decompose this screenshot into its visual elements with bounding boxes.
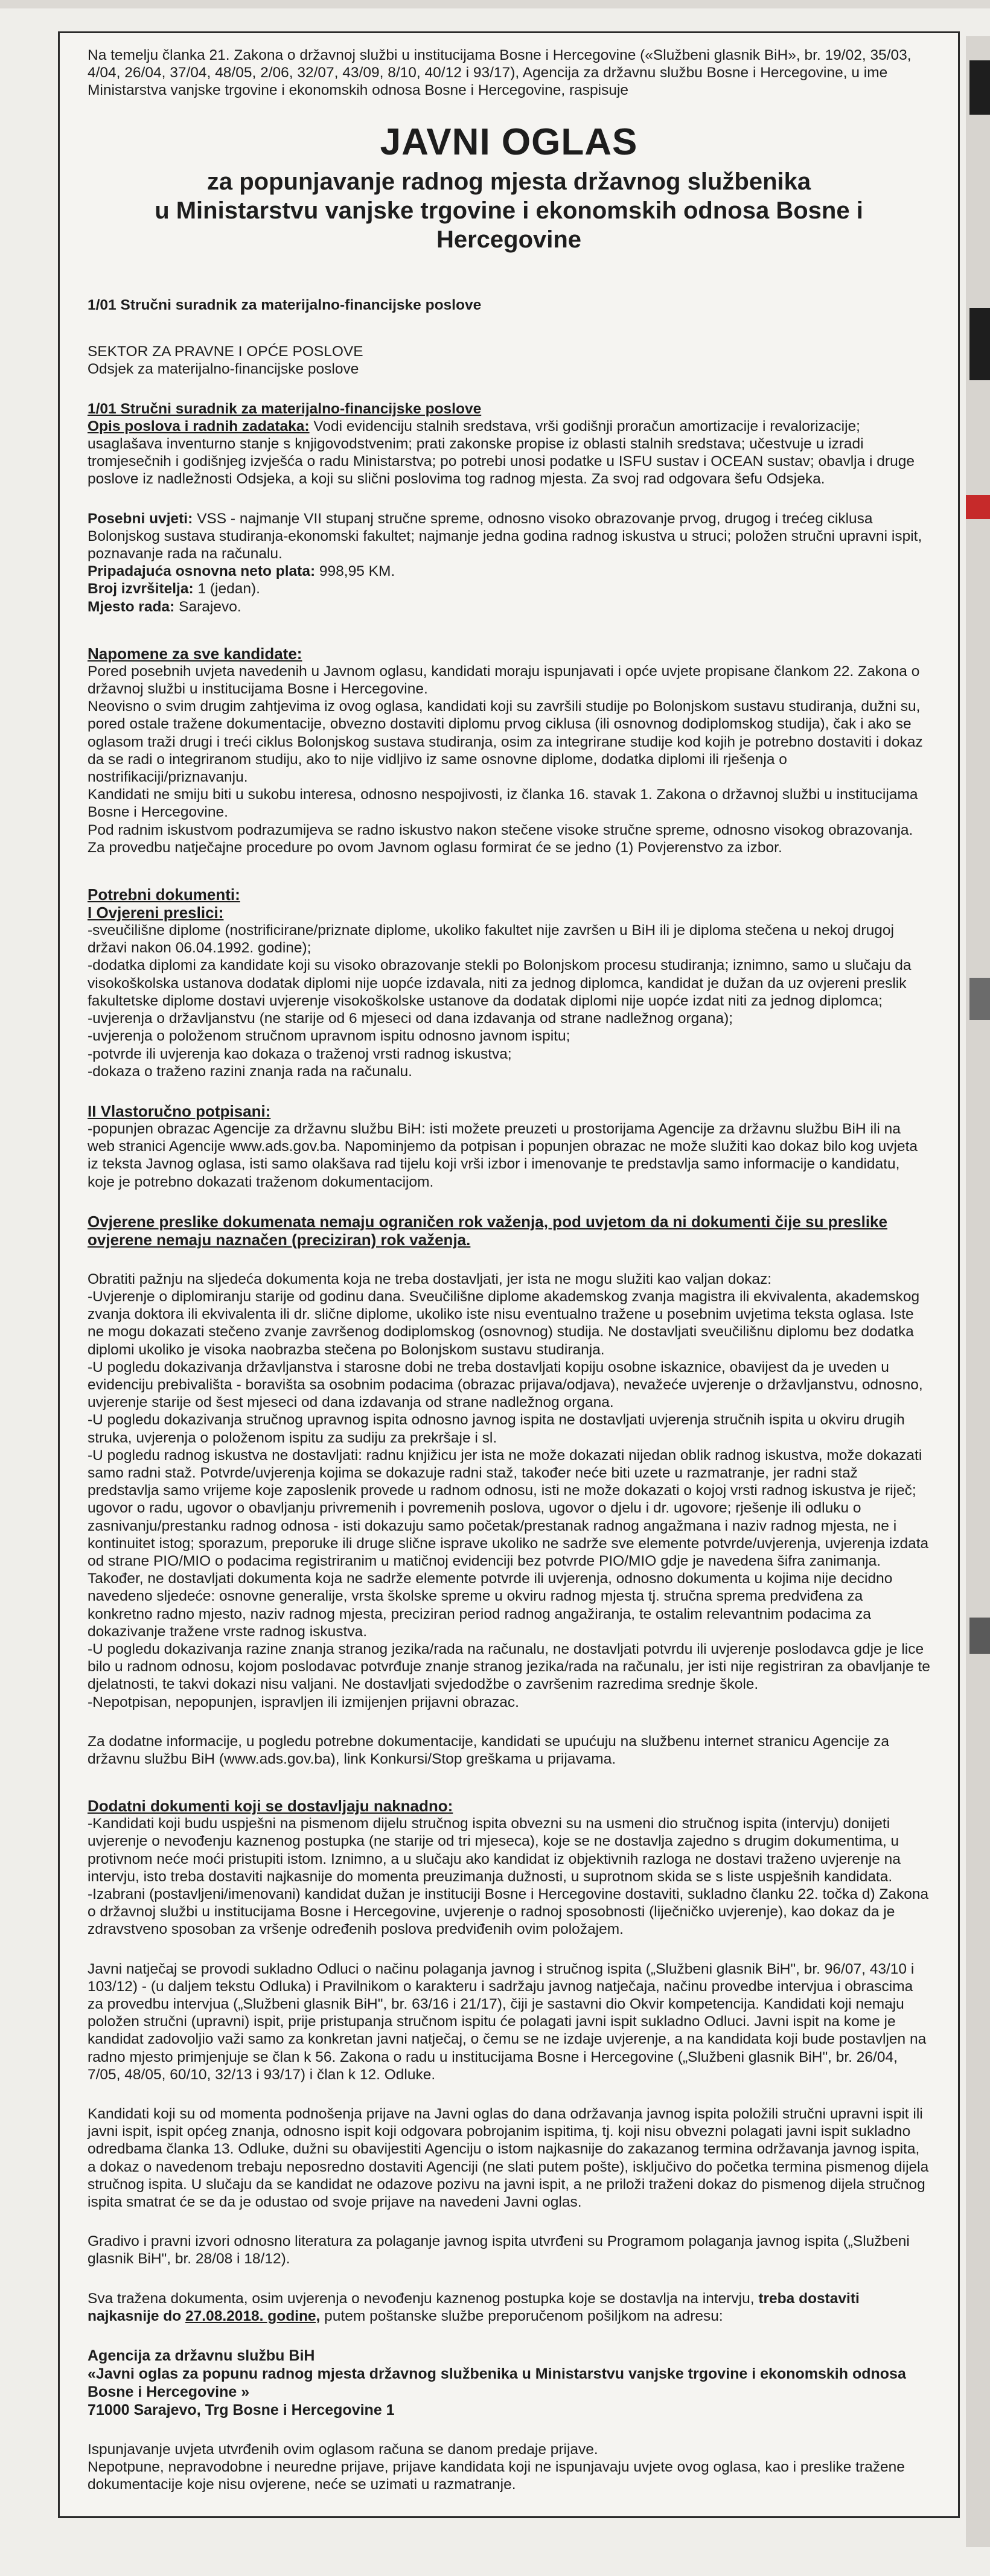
address-line: Agencija za državnu službu BiH [88,2347,315,2365]
special-conditions [88,510,930,563]
delivery-address [88,2347,930,2419]
place-label: Mjesto rada: [88,598,175,615]
documents-heading: Potrebni dokumenti: [88,885,240,904]
documents-list-certified: -sveučilišne diplome (nostrificirane/priznate diplome, ukoliko fakultet nije završen u BiH ili je diploma stečena u nekoj drugoj državi nakon 06.04.1992. godine); -dodatka diplomi za kandidate koji su visoko obrazovanje stekli po Bolonjskom procesu studiranja; iznimno, samo u slučaju da visokoškolska ustanova dodatak diplomi nije uopće izdavala, niti za jednog diplomca, kandidat je dužan da uz ovjereni preslik fakultetske diplome dostavi uvjerenje visokoškolske ustanove da dodatak diplomi nije uopće izdat niti za jednog diplomca; -uvjerenja o državljanstvu (ne starije od 6 mjeseci od dana izdavanja od strane nadležnog organa); -uvjerenja o položenom stručnom upravnom ispitu odnosno javnom ispitu; -potvrde ili uvjerenja kao dokaza o traženoj vrsti radnog iskustva; -dokaza o traženo razini znanja rada na računalu. [88,922,912,1080]
position-heading-underlined: 1/01 Stručni suradnik za materijalno-financijske poslove [88,400,482,417]
duties-label: Opis poslova i radnih zadataka: [88,418,310,435]
exam-text-secondary: Kandidati koji su od momenta podnošenja prijave na Javni oglas do dana održavanja javnog ispita položili stručni upravni ispit ili javni ispit, ispit općeg znanja, odnosno ispit koji odgovara pobrojanim ispitima, tj. koji nisu obvezni polagati javni ispit sukladno odredbama članka 13. Odluke, dužni su obavijestiti Agenciju o istom najkasnije do zakazanog termina održavanja javnog ispita, a dokaz o navedenom trebaju neposredno dostaviti Agenciji (ne slati putem pošte), isključivo do početka termina pismenog dijela stručnog ispita. U slučaju da se kandidat ne odazove pozivu na javni ispit, a ne priloži traženi dokaz do pismenog dijela stručnog ispita smatrat će se da je odustao od svoje prijave na navedeni Javni oglas. [88,2106,929,2211]
duties-text: Vodi evidenciju stalnih sredstava, vrši godišnji proračun amortizacije i revalorizacije; usaglašava inventurno stanje s knjigovodstvenim; prati zakonske propise iz oblasti stalnih sredstava; učestvuje u izradi tromjesečnih i godišnjeg izvješća o radu Ministarstva; po potrebi unosi podatke u ISFU sustav i OCEAN sustav; obavlja i druge poslove iz nadležnosti Odsjeka, a koji su slični poslovima tog radnog mjesta. Za svoj rad odgovara šefu Odsjeka. [88,418,915,488]
position-heading: 1/01 Stručni suradnik za materijalno-financijske poslove [88,297,482,313]
special-label: Posebni uvjeti: [88,510,193,527]
extra-documents-heading: Dodatni dokumenti koji se dostavljaju naknadno: [88,1797,453,1816]
duties-paragraph [88,418,930,488]
job-announcement-box [58,31,960,2518]
address-line: 71000 Sarajevo, Trg Bosne i Hercegovine 1 [88,2402,395,2419]
adjacent-page-fragment [969,1618,990,1654]
special-text: VSS - najmanje VII stupanj stručne spreme, odnosno visoko obrazovanje prvog, drugog i trećeg ciklusa Bolonjskog sustava studiranja-ekonomski fakultet; najmanje jedna godina radnog iskustva u struci; položen stručni upravni ispit, poznavanje rada na računalu. [88,510,922,563]
announcement-title: JAVNI OGLAS [380,121,638,163]
place-value: Sarajevo. [174,598,241,615]
deadline-paragraph [88,2290,930,2325]
intro-paragraph: Na temelju članka 21. Zakona o državnoj službi u institucijama Bosne i Hercegovine («Službeni glasnik BiH», br. 19/02, 35/03, 4/04, 26/04, 37/04, 48/05, 2/06, 32/07, 43/09, 8/10, 40/12 i 93/17), Agencija za državnu službu Bosne i Hercegovine, u ime Ministarstva vanjske trgovine i ekonomskih odnosa Bosne i Hercegovine, raspisuje [88,47,912,98]
deadline-post: putem poštanske službe preporučenom pošiljkom na adresu: [320,2307,723,2324]
announcement-subtitle [88,167,930,254]
count-label: Broj izvršitelja: [88,581,194,598]
notes-text: Pored posebnih uvjeta navedenih u Javnom oglasu, kandidati moraju ispunjavati i opće uvjete propisane člankom 22. Zakona o državnoj službi u institucijama Bosne i Hercegovine. Neovisno o svim drugim zahtjevima iz ovog oglasa, kandidati koji su završili studije po Bolonjskom sustavu studiranja, dužni su, pored ostale tražene dokumentacije, obvezno dostaviti diplomu prvog ciklusa (ili osnovnog dodiplomskog studija), čak i ako se oglasom traži drugi i treći ciklus Bolonjskog sustava studiranja, osim za integrirane studije kod kojih je potrebno dostaviti i dokaz da se radi o integriranom studiju, ako to nije vidljivo iz same osnovne diplome, dodatka diplomi ili rješenja o nostrifikaciji/priznavanju. Kandidati ne smiju biti u sukobu interesa, odnosno nespojivosti, iz članka 16. stavak 1. Zakona o državnoj službi u institucijama Bosne i Hercegovine. Pod radnim iskustvom podrazumijeva se radno iskustvo nakon stečene visoke stručne spreme, odnosno visokog obrazovanja. Za provedbu natječajne procedure po ovom Javnom oglasu formirat će se jedno (1) Povjerenstvo za izbor. [88,663,923,856]
salary-value: 998,95 KM. [315,563,395,580]
count-value: 1 (jedan). [193,581,260,598]
validity-heading: Ovjerene preslike dokumenata nemaju ograničen rok važenja, pod uvjetom da ni dokumenti čije su preslike ovjerene nemaju naznačen (preciziran) rok važenja. [88,1212,887,1249]
subtitle-line: za popunjavanje radnog mjesta državnog službenika [206,168,811,195]
attention-text: Obratiti pažnju na sljedeća dokumenta koja ne treba dostavljati, jer ista ne mogu služiti kao valjan dokaz: -Uvjerenje o diplomiranju starije od godinu dana. Sveučilišne diplome akademskog zvanja magistra ili ekvivalenta, akademskog zvanja doktora ili ekvivalenta ili dr. slične diplome, ukoliko iste nisu eventualno tražene u posebnim uvjetima teksta oglasa. Iste ne mogu dokazati stečeno zvanje završenog dodiplomskog (osnovnog) studija. Ne dostavljati sveučilišnu diplomu bez dodatka diplomi ukoliko je visoka naobrazba stečena po Bolonjskom sustavu studiranja. -U pogledu dokazivanja državljanstva i starosne dobi ne treba dostavljati kopiju osobne iskaznice, obavijest da je uveden u evidenciju prebivališta - boravišta sa osobnim podacima (obrazac prijava/odjava), nevažeće uvjerenje o državljanstvu, odnosno, uvjerenje starije od šest mjeseci od dana izdavanja od strane nadležnog organa. -U pogledu dokazivanja stručnog upravnog ispita odnosno javnog ispita ne dostavljati uvjerenja stručnih ispita u okviru drugih struka, uvjerenja o položenom ispitu za sudiju za prekršaje i sl. -U pogledu radnog iskustva ne dostavljati: radnu knjižicu jer ista ne može dokazati nijedan oblik radnog iskustva, može dokazati samo radni staž. Potvrde/uvjerenja kojima se dokazuje radni staž, također neće biti uzete u razmatranje, jer radni staž predstavlja samo vrijeme koje zaposlenik provede u radnom odnosu, isti ne može dokazati o kojoj vrsti radnog iskustva je riječ; ugovor o radu, ugovor o obavljanju privremenih i povremenih poslova, ugovor o djelu i dr. ugovore; rješenje ili odluku o zasnivanju/prestanku radnog odnosa - isti dokazuju samo početak/prestanak radnog angažmana i naziv radnog mjesta, ne i kontinuitet istog; sporazum, preporuke ili druge slične isprave ukoliko ne sadrže sve elemente potvrde/uvjerenja, uvjerenja izdata od strane PIO/MIO o podacima registriranim u matičnoj evidenciji bez potvrde PIO/MIO gdje je navedena šifra zanimanja. Također, ne dostavljati dokumenta koja ne sadrže elemente potvrde ili uvjerenja, odnosno dokumenta u kojima nije decidno navedeno sljedeće: osnovne generalije, vrsta školske spreme u okviru radnog mjesta tj. stručna sprema predviđena za konkretno radno mjesto, naziv radnog mjesta, preciziran period radnog angažiranja, te ostalim relevantnim podacima za dokazivanje tražene vrste radnog iskustva. -U pogledu dokazivanja razine znanja stranog jezika/rada na računalu, ne dostavljati potvrdu ili uvjerenje poslodavca gdje je lice bilo u radnom odnosu, kojom poslodavac potvrđuje znanje stranog jezika/rada na računalu, jer isti nije registriran za obavljanje te djelatnosti, te takvi dokazi nisu valjani. Ne dostavljati svjedodžbe o završenim razredima srednje škole. -Nepotpisan, nepopunjen, ispravljen ili izmijenjen prijavni obrazac. [88,1270,930,1710]
literature-text: Gradivo i pravni izvori odnosno literatura za polaganje javnog ispita utvrđeni su Programom polaganja javnog ispita („Službeni glasnik BiH", br. 28/08 i 18/12). [88,2233,910,2268]
sector-name: SEKTOR ZA PRAVNE I OPĆE POSLOVE [88,343,363,360]
adjacent-page-fragment [969,308,990,380]
deadline-pre: Sva tražena dokumenta, osim uvjerenja o nevođenju kaznenog postupka koje se dostavlja na intervju, [88,2290,759,2307]
adjacent-page-fragment [966,495,990,519]
address-line: «Javni oglas za popunu radnog mjesta državnog službenika u Ministarstvu vanjske trgovine i ekonomskih odnosa Bosne i Hercegovine » [88,2365,906,2401]
salary-line [88,563,930,580]
deadline-date: 27.08.2018. godine, [185,2307,321,2324]
adjacent-page-edge [966,36,990,2547]
documents-subheading-signed: II Vlastoručno potpisani: [88,1101,271,1120]
adjacent-page-fragment [969,60,990,115]
department-name: Odsjek za materijalno-financijske poslove [88,361,359,378]
info-text: Za dodatne informacije, u pogledu potrebne dokumentacije, kandidati se upućuju na službenu internet stranicu Agencije za državnu službu BiH (www.ads.gov.ba), link Konkursi/Stop greškama u prijavama. [88,1733,889,1767]
documents-subheading-certified: I Ovjereni preslici: [88,904,224,922]
deadline-bold: treba dostaviti najkasnije do [88,2290,860,2324]
previous-page-strip [0,0,990,8]
notes-heading: Napomene za sve kandidate: [88,644,302,663]
final-text: Ispunjavanje uvjeta utvrđenih ovim oglasom računa se danom predaje prijave. Nepotpune, nepravodobne i neuredne prijave, prijave kandidata koji ne ispunjavaju uvjete ovog oglasa, kao i preslike tražene dokumentacije koje nisu ovjerene, neće se uzimati u razmatranje. [88,2441,905,2493]
place-line [88,598,930,616]
salary-label: Pripadajuća osnovna neto plata: [88,563,316,580]
documents-list-signed: -popunjen obrazac Agencije za državnu službu BiH: isti možete preuzeti u prostorijama Agencije za državnu službu BiH ili na web stranici Agencije www.ads.gov.ba. Napominjemo da potpisan i popunjen obrazac ne može služiti kao dokaz bilo kog uvjeta iz teksta Javnog oglasa, isti samo olakšava rad tijelu koji vrši izbor i imenovanje te predstavlja samo informacije o kandidatu, koje je potrebno dokazati traženom dokumentacijom. [88,1120,918,1190]
subtitle-line: u Ministarstvu vanjske trgovine i ekonomskih odnosa Bosne i Hercegovine [155,197,863,253]
count-line [88,580,930,598]
exam-text: Javni natječaj se provodi sukladno Odluci o načinu polaganja javnog i stručnog ispita („Službeni glasnik BiH", br. 96/07, 43/10 i 103/12) - (u daljem tekstu Odluka) i Pravilnikom o karakteru i sadržaju javnog natječaja, načinu provedbe intervjua i obrascima za provedbu intervjua („Službeni glasnik BiH", br. 63/16 i 21/17), čiji je sastavni dio Okvir kompetencija. Kandidati koji nemaju položen stručni (upravni) ispit, prije pristupanja stručnom ispitu će polagati javni ispit sukladno Odluci. Javni ispit na kome je kandidat zadovoljio važi samo za konkretan javni natječaj, o čemu se ne izdaje uvjerenje, a na kandidata koji bude postavljen na radno mjesto primjenjuje se član k 56. Zakona o radu u institucijama Bosne i Hercegovine („Službeni glasnik BiH", br. 26/04, 7/05, 48/05, 60/10, 32/13 i 93/17) i član k 12. Odluke. [88,1960,927,2083]
extra-documents-text: -Kandidati koji budu uspješni na pismenom dijelu stručnog ispita obvezni su na usmeni dio stručnog ispita (intervju) donijeti uvjerenje o nevođenju kaznenog postupka (ne starije od tri mjeseca), koje se ne dostavlja zajedno s drugim dokumentima, u protivnom neće moći pristupiti istom. Iznimno, a u slučaju ako kandidat iz objektivnih razloga ne dostavi traženo uvjerenje na intervju, isto treba dostaviti najkasnije do momenta preuzimanja dužnosti, u suprotnom skida se s liste uspješnih kandidata. -Izabrani (postavljeni/imenovani) kandidat dužan je instituciji Bosne i Hercegovine dostaviti, sukladno članku 22. točka d) Zakona o državnoj službi u institucijama Bosne i Hercegovine, uvjerenje o radnoj sposobnosti (liječničko uvjerenje), kao dokaz da je zdravstveno sposoban za vršenje određenih poslova predviđenih ovim položajem. [88,1816,929,1938]
adjacent-page-fragment [969,978,990,1020]
